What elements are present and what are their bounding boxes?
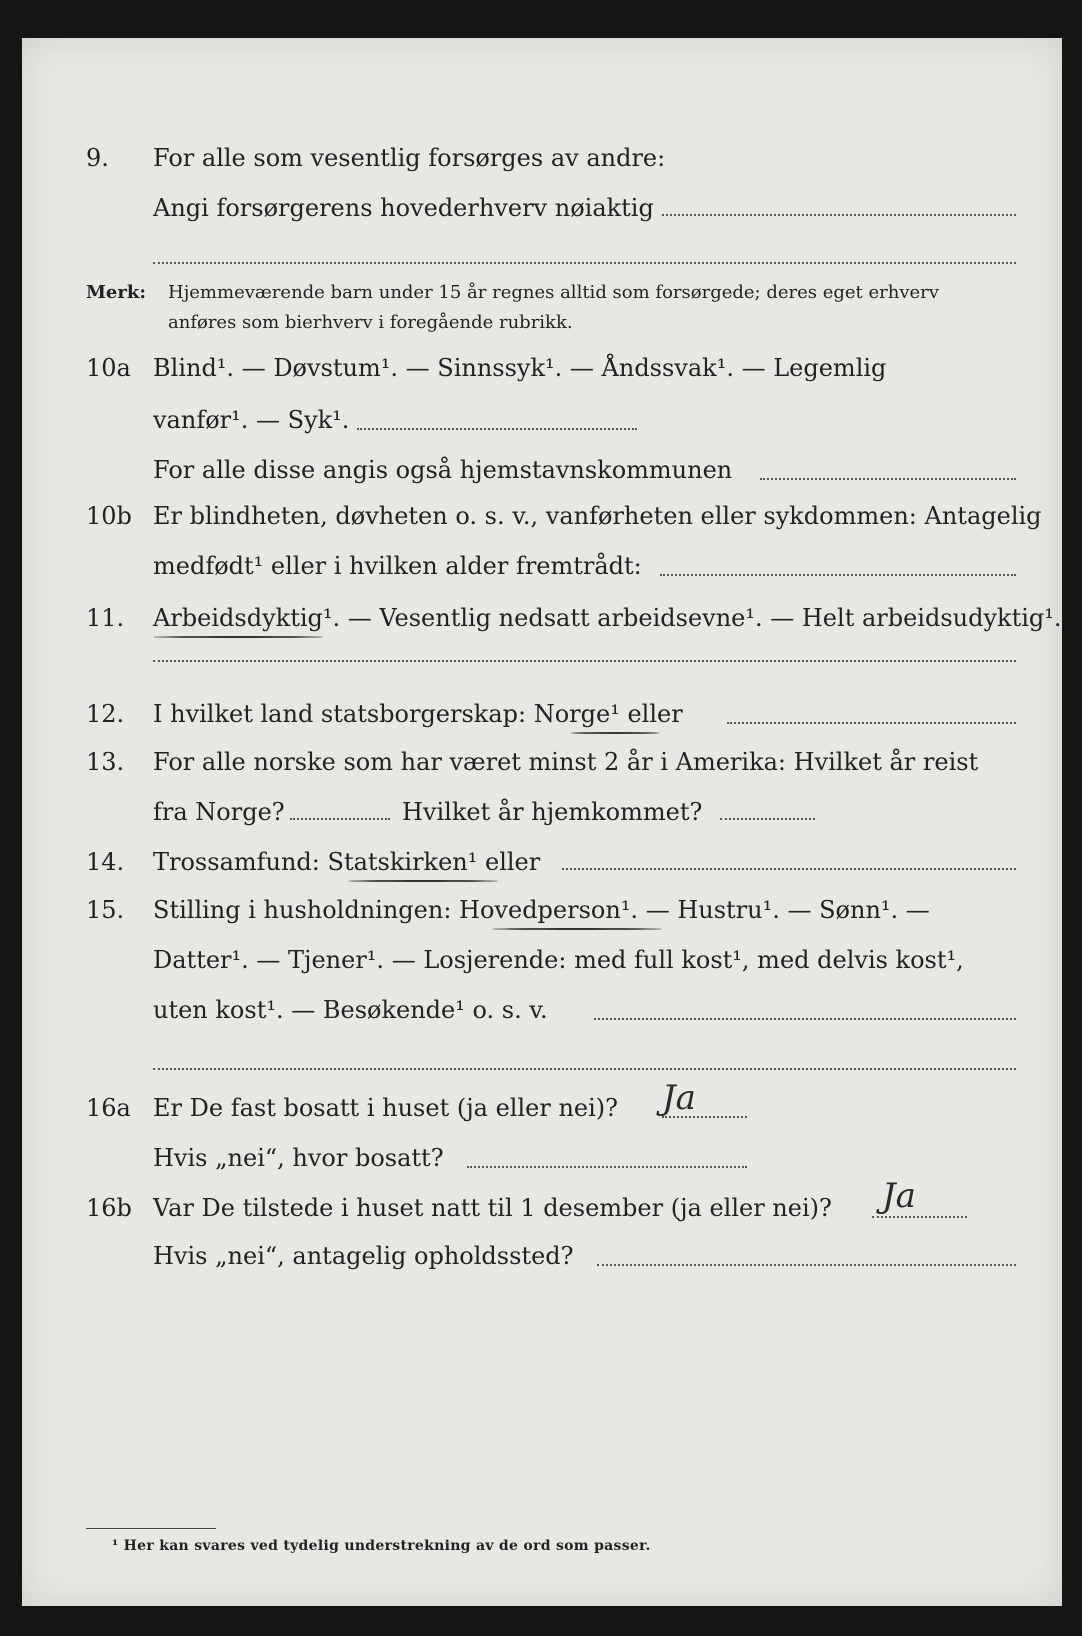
q15-answer-line[interactable] (594, 1018, 1016, 1020)
q16b-number: 16b (86, 1194, 132, 1222)
q10a-number: 10a (86, 354, 131, 382)
q16a-number: 16a (86, 1094, 131, 1122)
q10a-text3: For alle disse angis også hjemstavnskommunen (153, 456, 733, 484)
q9-answer-line2[interactable] (153, 262, 1016, 264)
merk-label: Merk: (86, 282, 146, 303)
merk-line1: Hjemmeværende barn under 15 år regnes alltid som forsørgede; deres eget erhverv (168, 282, 939, 303)
q9-row2 (22, 188, 1062, 228)
q15-row3 (22, 990, 1062, 1030)
q16a-row (22, 1088, 1062, 1128)
q13-text2b: Hvilket år hjemkommet? (402, 798, 703, 826)
q16a-text2: Hvis „nei“, hvor bosatt? (153, 1144, 444, 1172)
q14-handwritten-underline (348, 880, 498, 882)
q9-text2: Angi forsørgerens hovederhverv nøiaktig (153, 194, 654, 222)
census-form-page (22, 38, 1062, 1606)
q12-row (22, 694, 1062, 734)
q9-answer-line[interactable] (662, 214, 1016, 216)
q9-row (22, 138, 1062, 178)
q10a-text: Blind¹. — Døvstum¹. — Sinnssyk¹. — Åndssvak¹. — Legemlig (153, 354, 887, 382)
q15-row2 (22, 940, 1062, 980)
q10b-row2 (22, 546, 1062, 586)
q10a-row (22, 348, 1062, 388)
q10a-answer-line[interactable] (357, 428, 637, 430)
merk-line2: anføres som bierhverv i foregående rubrikk. (168, 312, 573, 333)
q10b-row (22, 496, 1062, 536)
q10a-text2: vanfør¹. — Syk¹. (153, 406, 350, 434)
q10a-row2 (22, 400, 1062, 440)
q16a-text: Er De fast bosatt i huset (ja eller nei)? (153, 1094, 619, 1122)
q9-text: For alle som vesentlig forsørges av andre: (153, 144, 666, 172)
q12-answer-line[interactable] (727, 722, 1016, 724)
q11-row (22, 598, 1062, 638)
q15-text3: uten kost¹. — Besøkende¹ o. s. v. (153, 996, 548, 1024)
q15-text2: Datter¹. — Tjener¹. — Losjerende: med full kost¹, med delvis kost¹, (153, 946, 964, 974)
q16a-row2 (22, 1138, 1062, 1178)
merk-block (86, 278, 146, 308)
q10b-text2: medfødt¹ eller i hvilken alder fremtrådt: (153, 552, 642, 580)
q16b-handwritten-answer: Ja (882, 1176, 916, 1216)
q12-handwritten-underline (570, 732, 660, 734)
q16b-stay-line[interactable] (597, 1264, 1016, 1266)
q16b-answer-line[interactable] (872, 1216, 967, 1218)
footnote-rule (86, 1528, 216, 1529)
q14-text: Trossamfund: Statskirken¹ eller (153, 848, 541, 876)
q14-number: 14. (86, 848, 125, 876)
q13-row2 (22, 792, 1062, 832)
q13-left-year-line[interactable] (290, 818, 390, 820)
q14-answer-line[interactable] (562, 868, 1016, 870)
q16a-handwritten-answer: Ja (662, 1078, 696, 1118)
q11-handwritten-underline (153, 636, 323, 638)
q15-text: Stilling i husholdningen: Hovedperson¹. — Hustru¹. — Sønn¹. — (153, 896, 930, 924)
q13-row (22, 742, 1062, 782)
q15-answer-line2[interactable] (153, 1068, 1016, 1070)
q16b-row2 (22, 1236, 1062, 1276)
q10b-number: 10b (86, 502, 132, 530)
footnote: ¹ Her kan svares ved tydelig understrekning av de ord som passer. (112, 1538, 651, 1554)
q11-text: Arbeidsdyktig¹. — Vesentlig nedsatt arbeidsevne¹. — Helt arbeidsudyktig¹. (153, 604, 1062, 632)
q11-number: 11. (86, 604, 125, 632)
q10a-row3 (22, 450, 1062, 490)
q14-row (22, 842, 1062, 882)
q13-return-year-line[interactable] (720, 818, 815, 820)
q9-number: 9. (86, 144, 109, 172)
q12-number: 12. (86, 700, 125, 728)
q16b-text2: Hvis „nei“, antagelig opholdssted? (153, 1242, 574, 1270)
q16b-text: Var De tilstede i huset natt til 1 desember (ja eller nei)? (153, 1194, 832, 1222)
q13-text: For alle norske som har været minst 2 år i Amerika: Hvilket år reist (153, 748, 979, 776)
q15-number: 15. (86, 896, 125, 924)
q10b-text: Er blindheten, døvheten o. s. v., vanførheten eller sykdommen: Antagelig (153, 502, 1042, 530)
q10b-answer-line[interactable] (660, 574, 1016, 576)
q11-answer-line[interactable] (153, 660, 1016, 662)
q13-number: 13. (86, 748, 125, 776)
q10a-hometown-line[interactable] (760, 478, 1016, 480)
q12-text: I hvilket land statsborgerskap: Norge¹ eller (153, 700, 683, 728)
q16a-where-line[interactable] (467, 1166, 747, 1168)
q13-text2a: fra Norge? (153, 798, 285, 826)
q15-row (22, 890, 1062, 930)
q15-handwritten-underline (492, 928, 662, 930)
